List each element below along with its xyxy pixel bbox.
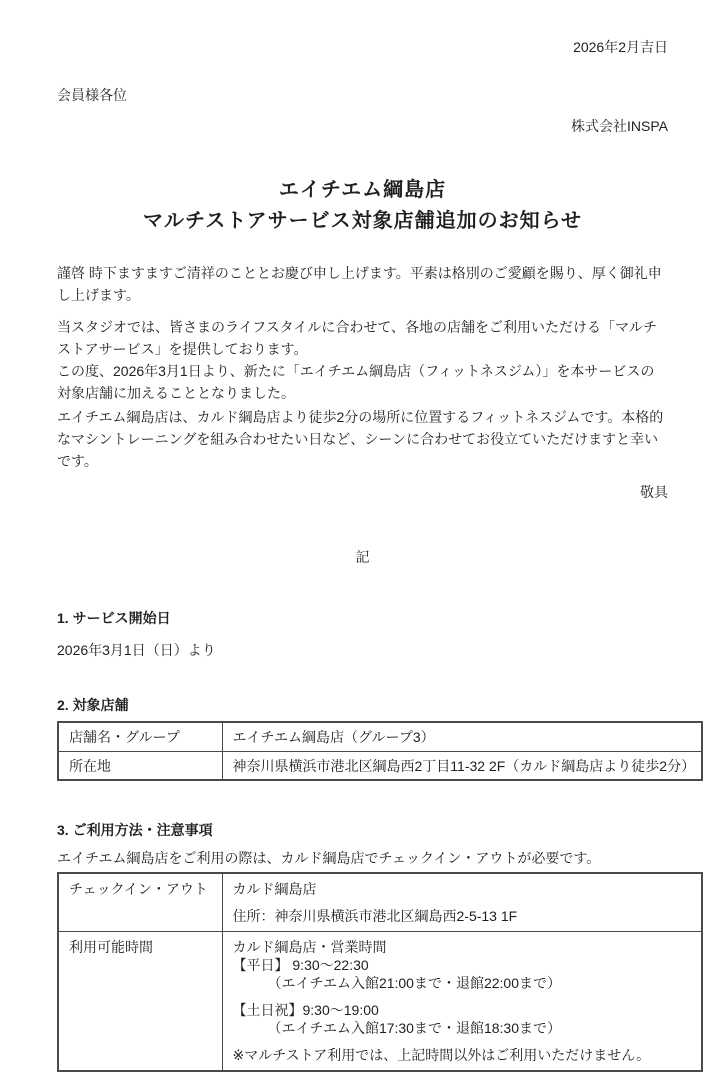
table-row-store-name <box>58 722 702 751</box>
address-label: 所在地 <box>58 751 222 780</box>
document-title-line2: マルチストアサービス対象店舗追加のお知らせ <box>143 210 582 232</box>
table-row-checkin <box>58 873 702 932</box>
service-intro-line2: この度、2026年3月1日より、新たに「エイチエム綱島店（フィットネスジム）」を本サービスの対象店舗に加えることとなりました。 <box>57 363 655 401</box>
hours-value: カルド綱島店・営業時間 【平日】 9:30〜22:30 （エイチエム入館21:00まで・退館22:00まで） 【土日祝】9:30〜19:00 （エイチエム入館17:30まで・退館18:30まで） ※マルチストア利用では、上記時間以外はご利用いただけません。 <box>222 932 702 1072</box>
record-mark: 記 <box>355 549 370 565</box>
recipient-line: 会員様各位 <box>57 87 127 103</box>
table-row-hours <box>58 932 702 1072</box>
checkin-value: カルド綱島店 住所：神奈川県横浜市港北区綱島西2-5-13 1F <box>222 873 702 932</box>
section3-note: エイチエム綱島店をご利用の際は、カルド綱島店でチェックイン・アウトが必要です。 <box>57 850 601 866</box>
service-intro-line1: 当スタジオでは、皆さまのライフスタイルに合わせて、各地の店舗をご利用いただける「マルチストアサービス」を提供しております。 <box>57 319 658 357</box>
checkin-label: チェックイン・アウト <box>58 873 222 932</box>
service-intro-paragraph <box>57 316 668 404</box>
target-store-table <box>57 721 703 781</box>
store-description-paragraph: エイチエム綱島店は、カルド綱島店より徒歩2分の場所に位置するフィットネスジムです。本格的なマシントレーニングを組み合わせたい日など、シーンに合わせてお役立ていただけますと幸いです。 <box>57 409 664 469</box>
table-row-address <box>58 751 702 780</box>
company-name: 株式会社INSPA <box>571 118 668 134</box>
usage-info-table <box>57 872 703 1072</box>
closing-word: 敬具 <box>640 484 668 500</box>
section1-heading: 1. サービス開始日 <box>57 610 171 626</box>
section2-heading: 2. 対象店舗 <box>57 697 129 713</box>
document-title-line1: エイチエム綱島店 <box>278 179 447 201</box>
store-name-label: 店舗名・グループ <box>58 722 222 751</box>
hours-label: 利用可能時間 <box>58 932 222 1072</box>
document-date: 2026年2月吉日 <box>573 39 668 55</box>
greeting-paragraph: 謹啓 時下ますますご清祥のこととお慶び申し上げます。平素は格別のご愛顧を賜り、厚く御礼申し上げます。 <box>57 265 662 303</box>
section1-start-date: 2026年3月1日（日）より <box>57 642 216 658</box>
store-name-value: エイチエム綱島店（グループ3） <box>222 722 702 751</box>
section3-heading: 3. ご利用方法・注意事項 <box>57 822 213 838</box>
address-value: 神奈川県横浜市港北区綱島西2丁目11-32 2F（カルド綱島店より徒歩2分） <box>222 751 702 780</box>
document-title <box>57 175 668 237</box>
